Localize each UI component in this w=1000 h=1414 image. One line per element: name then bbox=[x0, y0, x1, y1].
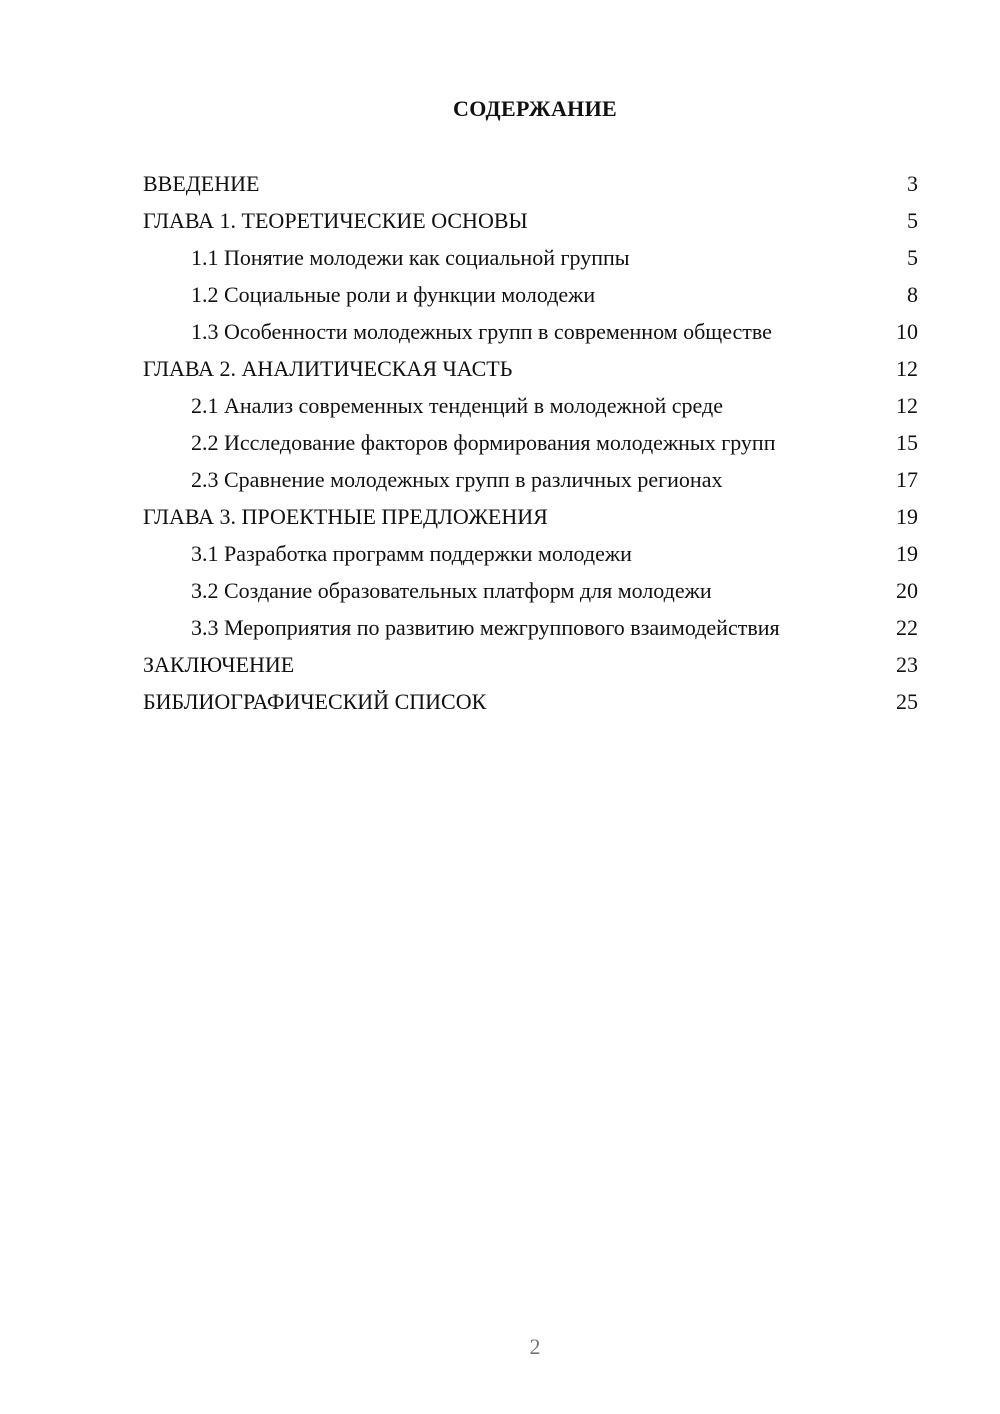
toc-entry-title: ВВЕДЕНИЕ bbox=[143, 171, 260, 196]
toc-entry-title: 3.2 Создание образовательных платформ для молодежи bbox=[191, 578, 712, 603]
toc-entry-title: 2.3 Сравнение молодежных групп в различных регионах bbox=[191, 467, 723, 492]
toc-entry-title: 3.1 Разработка программ поддержки молодежи bbox=[191, 541, 632, 566]
toc-entry-title: 3.3 Мероприятия по развитию межгруппового взаимодействия bbox=[191, 615, 780, 640]
toc-entry-title: 1.1 Понятие молодежи как социальной группы bbox=[191, 245, 630, 270]
toc-entry-title: 1.3 Особенности молодежных групп в современном обществе bbox=[191, 319, 772, 344]
toc-section-entry bbox=[143, 577, 918, 604]
toc-chapter-entry bbox=[143, 503, 918, 530]
toc-section-entry bbox=[143, 429, 918, 456]
toc-section-entry bbox=[143, 466, 918, 493]
toc-entry-page: 12 bbox=[896, 356, 918, 381]
toc-section-entry bbox=[143, 281, 918, 308]
toc-entry-title: ГЛАВА 3. ПРОЕКТНЫЕ ПРЕДЛОЖЕНИЯ bbox=[143, 504, 548, 529]
toc-section-entry bbox=[143, 244, 918, 271]
table-of-contents bbox=[143, 170, 918, 725]
toc-entry-page: 19 bbox=[896, 504, 918, 529]
toc-entry-title: ЗАКЛЮЧЕНИЕ bbox=[143, 652, 295, 677]
toc-entry-page: 5 bbox=[907, 208, 918, 233]
page-title: СОДЕРЖАНИЕ bbox=[453, 96, 617, 121]
toc-entry-title: ГЛАВА 1. ТЕОРЕТИЧЕСКИЕ ОСНОВЫ bbox=[143, 208, 528, 233]
toc-chapter-entry bbox=[143, 207, 918, 234]
toc-section-entry bbox=[143, 614, 918, 641]
toc-entry-title: ГЛАВА 2. АНАЛИТИЧЕСКАЯ ЧАСТЬ bbox=[143, 356, 513, 381]
toc-chapter-entry bbox=[143, 688, 918, 715]
toc-entry-page: 19 bbox=[896, 541, 918, 566]
toc-entry-title: 2.1 Анализ современных тенденций в молодежной среде bbox=[191, 393, 723, 418]
toc-chapter-entry bbox=[143, 170, 918, 197]
toc-section-entry bbox=[143, 540, 918, 567]
toc-entry-page: 20 bbox=[896, 578, 918, 603]
toc-entry-page: 15 bbox=[896, 430, 918, 455]
page-number: 2 bbox=[529, 1334, 541, 1359]
toc-entry-page: 25 bbox=[896, 689, 918, 714]
toc-chapter-entry bbox=[143, 651, 918, 678]
toc-entry-title: 1.2 Социальные роли и функции молодежи bbox=[191, 282, 596, 307]
toc-section-entry bbox=[143, 318, 918, 345]
toc-entry-title: БИБЛИОГРАФИЧЕСКИЙ СПИСОК bbox=[143, 689, 487, 714]
toc-entry-page: 17 bbox=[896, 467, 918, 492]
toc-entry-page: 12 bbox=[896, 393, 918, 418]
toc-entry-page: 8 bbox=[907, 282, 918, 307]
toc-entry-page: 5 bbox=[907, 245, 918, 270]
toc-entry-page: 3 bbox=[907, 171, 918, 196]
toc-section-entry bbox=[143, 392, 918, 419]
toc-entry-page: 23 bbox=[896, 652, 918, 677]
toc-entry-page: 22 bbox=[896, 615, 918, 640]
toc-chapter-entry bbox=[143, 355, 918, 382]
toc-entry-page: 10 bbox=[896, 319, 918, 344]
toc-entry-title: 2.2 Исследование факторов формирования молодежных групп bbox=[191, 430, 776, 455]
